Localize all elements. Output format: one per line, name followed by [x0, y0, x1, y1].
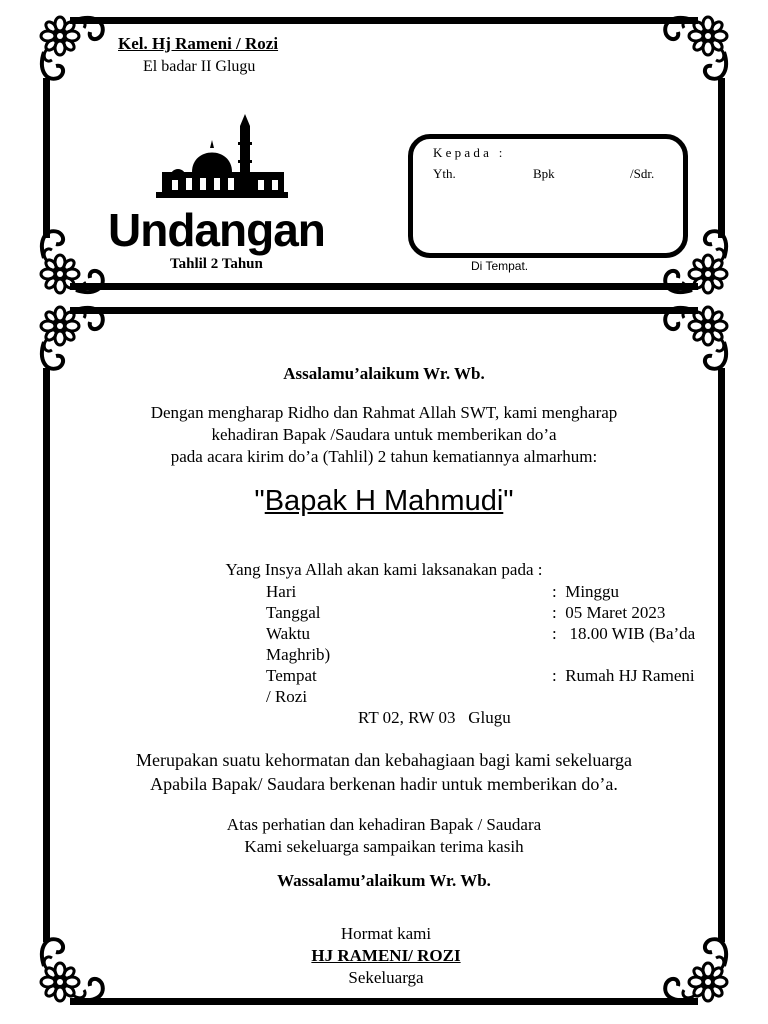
recipient-sdr: /Sdr.: [630, 166, 655, 181]
deceased-name-line: [0, 485, 768, 518]
thanks-line: Atas perhatian dan kehadiran Bapak / Saudara: [226, 815, 542, 834]
recipient-label: K e p a d a :: [433, 145, 503, 160]
invitation-subtitle: Tahlil 2 Tahun: [170, 256, 263, 272]
intro-paragraph: [0, 402, 768, 468]
honor-line: Apabila Bapak/ Saudara berkenan hadir untuk memberikan do’a.: [150, 774, 618, 794]
honor-paragraph: [0, 748, 768, 796]
invitation-title: Undangan: [108, 204, 325, 256]
signature-block: [0, 923, 768, 989]
schedule-value-tanggal: : 05 Maret 2023: [552, 603, 666, 622]
signature-hormat: Hormat kami: [340, 924, 432, 943]
closing: Wassalamu’alaikum Wr. Wb.: [277, 871, 491, 890]
greeting: Assalamu’alaikum Wr. Wb.: [283, 364, 485, 383]
schedule-intro: Yang Insya Allah akan kami laksanakan pada :: [225, 560, 543, 579]
signature-role: Sekeluarga: [348, 968, 424, 987]
schedule-address: RT 02, RW 03 Glugu: [358, 708, 511, 727]
schedule-value-hari: : Minggu: [552, 582, 620, 601]
family-address: El badar II Glugu: [143, 58, 256, 75]
recipient-place: Di Tempat.: [471, 259, 529, 273]
schedule-label-waktu: Waktu: [266, 624, 310, 643]
schedule-value-waktu: : 18.00 WIB (Ba’da: [552, 624, 696, 643]
recipient-bpk: Bpk: [533, 166, 555, 181]
honor-line: Merupakan suatu kehormatan dan kebahagiaan bagi kami sekeluarga: [136, 750, 632, 770]
schedule-label-tempat: Tempat: [266, 666, 317, 685]
corner-ornament-icon: [36, 226, 108, 298]
family-name: Kel. Hj Rameni / Rozi: [118, 34, 279, 53]
quote-open: ": [254, 485, 265, 517]
corner-ornament-icon: [660, 12, 732, 84]
quote-close: ": [503, 485, 514, 517]
intro-line: Dengan mengharap Ridho dan Rahmat Allah SWT, kami mengharap: [150, 403, 618, 422]
schedule-label-hari: Hari: [266, 582, 297, 601]
intro-line: pada acara kirim do’a (Tahlil) 2 tahun kematiannya almarhum:: [170, 447, 598, 466]
schedule-value-tempat: : Rumah HJ Rameni: [552, 666, 695, 685]
corner-ornament-icon: [36, 12, 108, 84]
intro-line: kehadiran Bapak /Saudara untuk memberikan do’a: [211, 425, 557, 444]
thanks-paragraph: [0, 814, 768, 858]
schedule-value-waktu-cont: Maghrib): [266, 645, 331, 664]
schedule-label-tanggal: Tanggal: [266, 603, 321, 622]
schedule-value-tempat-cont: / Rozi: [266, 687, 308, 706]
deceased-name: Bapak H Mahmudi: [264, 485, 504, 517]
recipient-yth: Yth.: [433, 166, 456, 181]
thanks-line: Kami sekeluarga sampaikan terima kasih: [244, 837, 524, 856]
mosque-icon: [152, 112, 288, 204]
signature-name: HJ RAMENI/ ROZI: [311, 946, 461, 965]
